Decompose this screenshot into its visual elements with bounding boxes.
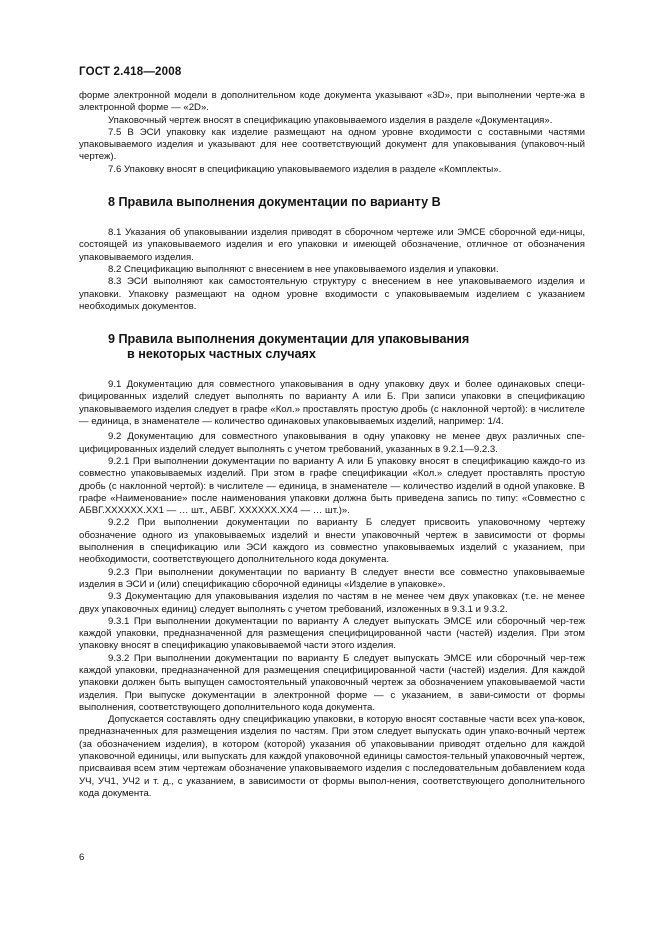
section-heading-9-line1: 9 Правила выполнения документации для упаковывания	[108, 332, 470, 347]
paragraph: Упаковочный чертеж вносят в спецификацию упаковываемого изделия в разделе «Документация».	[108, 114, 553, 126]
paragraph-9-2-1: 9.2.1 При выполнении документации по варианту А или Б упаковку вносят в спецификацию каждо-го из совместно упаковываемых изделий. При этом в графе спецификации «Кол.» следует проставлять простую дробь (с наклонной чертой): в числителе — единица, в знаменателе — количество изделий в одной упаковке. В графе «Наименование» после наименования упаковки должна быть приведена запись по типу: «Совместно с АБВГ.XXXXXX.XX1 — … шт., АБВГ. XXXXXX.XX4 — … шт.)».	[79, 455, 585, 517]
section-heading-8-text: 8 Правила выполнения документации по варианту В	[108, 195, 441, 210]
paragraph-continuation: форме электронной модели в дополнительном коде документа указывают «3D», при выполнении черте-жа в электронной форме — «2D».	[79, 90, 585, 114]
paragraph-8-3: 8.3 ЭСИ выполняют как самостоятельную структуру с внесением в нее упаковываемого изделия и упаковки. Упаковку размещают на одном уровне входимости с упаковываемым изделием с указанием необходимых документов.	[79, 276, 585, 312]
section-heading-9	[79, 332, 585, 362]
paragraph-9-3-1: 9.3.1 При выполнении документации по варианту А следует выпускать ЭМСЕ или сборочный чер-теж каждой упаковки, предназначенной для размещения специфицированной части (частей) изделия. При этом упаковку вносят в спецификацию упаковываемой части этого изделия.	[79, 615, 585, 652]
paragraph-9-2-3: 9.2.3 При выполнении документации по варианту В следует внести все совместно упаковываемые изделия в ЭСИ и (или) спецификацию сборочной единицы «Изделие в упаковке».	[79, 566, 585, 590]
document-header: ГОСТ 2.418—2008	[79, 66, 182, 78]
paragraph-9-3: 9.3 Документацию для упаковывания изделия по частям в не менее чем двух упаковках (т.е. не менее двух упаковочных единиц) следует выполнять с учетом требований, изложенных в 9.3.1 и 9.3.2.	[79, 591, 585, 615]
paragraph-9-2-2: 9.2.2 При выполнении документации по варианту Б следует присвоить упаковочному чертежу обозначение одного из упаковываемых изделий и внести упаковочный чертеж в зависимости от формы выполнения в спецификацию или ЭСИ каждого из совместно упаковываемых изделий с указанием, при необходимости, соответствующего дополнительного кода документа.	[79, 517, 585, 566]
paragraph-8-2: 8.2 Спецификацию выполняют с внесением в нее упаковываемого изделия и упаковки.	[108, 263, 499, 275]
page-number: 6	[79, 852, 85, 863]
paragraph-9-2: 9.2 Документацию для совместного упаковывания в одну упаковку не менее двух различных спе-цифицированных изделий следует выполнять с учетом требований, указанных в 9.2.1—9.2.3.	[79, 431, 585, 455]
paragraph-8-1: 8.1 Указания об упаковывании изделия приводят в сборочном чертеже или ЭМСЕ сборочной еди-ницы, состоящей из упаковываемого изделия и его упаковки и имеющей обозначение, отличное от обозначения упаковываемого изделия.	[79, 227, 585, 263]
paragraph-allowed: Допускается составлять одну спецификацию упаковки, в которую вносят составные части всех упа-ковок, предназначенных для размещения изделия по частям. При этом следует выпускать один упако-вочный чертеж (за обозначением изделия), в котором (которой) указания об упаковывании приводят отдельно для каждой упаковочной единицы, или выпускать для каждой упаковочной единицы самостоя-тельный упаковочный чертеж, присваивая всем этим чертежам обозначение упаковываемого изделия с последовательным добавлением кода УЧ, УЧ1, УЧ2 и т. д., с указанием, в зависимости от формы выпол-нения, соответствующего дополнительного кода документа.	[79, 714, 585, 799]
paragraph-9-1: 9.1 Документацию для совместного упаковывания в одну упаковку двух и более одинаковых специ-фицированных изделий следует выполнять по варианту А или Б. При записи упаковки в спецификацию упаковываемого изделия следует в графе «Кол.» проставлять простую дробь (с наклонной чертой): в числителе — единица, в знаменателе — количество одинаковых упаковываемых изделий, например: 1/4.	[79, 379, 585, 428]
section-heading-9-line2: в некоторых частных случаях	[127, 347, 316, 362]
section-heading-8	[79, 195, 585, 210]
document-body	[79, 90, 585, 800]
paragraph-7-6: 7.6 Упаковку вносят в спецификацию упаковываемого изделия в разделе «Комплекты».	[108, 163, 502, 175]
paragraph-7-5: 7.5 В ЭСИ упаковку как изделие размещают на одном уровне входимости с составными частями упаковываемого изделия и указывают для нее соответствующий документ для упаковывания (упаковоч-ный чертеж).	[79, 126, 585, 163]
paragraph-9-3-2: 9.3.2 При выполнении документации по варианту Б следует выпускать ЭМСЕ или сборочный чер-теж каждой упаковки, предназначенной для размещения специфицированной части (частей) изделия. Для каждой упаковки должен быть выпущен самостоятельный упаковочный чертеж за обозначением упаковываемой части изделия. При выпуске документации в электронной форме — с указанием, в зави-симости от формы выполнения, соответствующего дополнительного кода документа.	[79, 652, 585, 713]
